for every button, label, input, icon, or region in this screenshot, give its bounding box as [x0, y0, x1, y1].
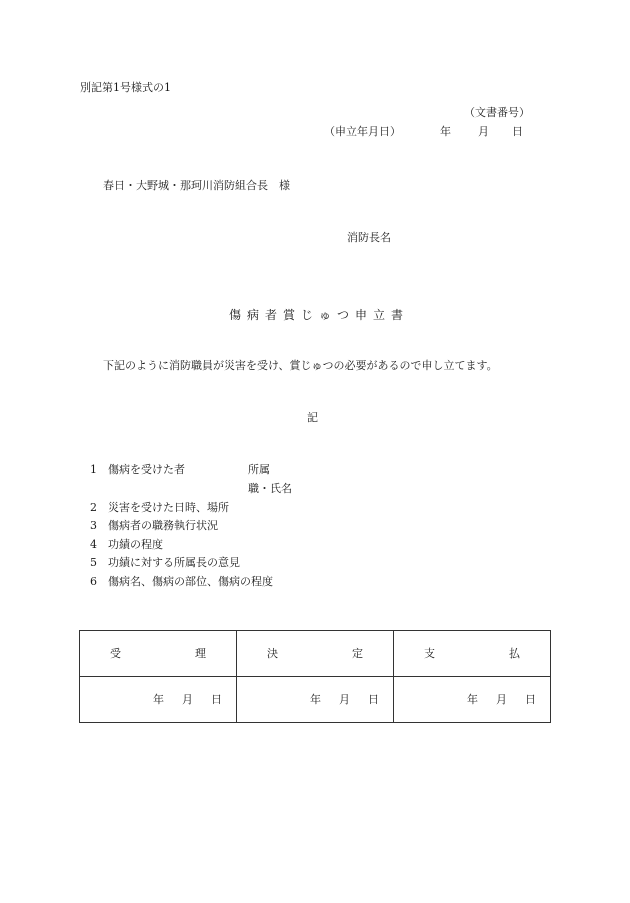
header-payment [394, 631, 551, 677]
document-number: （文書番号） [464, 106, 530, 119]
item-number: 5 [90, 556, 97, 569]
header-char: 支 [424, 647, 435, 660]
item-number: 3 [90, 519, 97, 532]
processing-table [79, 630, 551, 723]
cell-day: 日 [211, 693, 222, 706]
item-text: 災害を受けた日時、場所 [108, 501, 229, 514]
item-number: 1 [90, 463, 97, 476]
cell-day: 日 [525, 693, 536, 706]
header-decision [237, 631, 394, 677]
header-receipt [80, 631, 237, 677]
header-char: 払 [509, 647, 520, 660]
date-cell-decision [237, 677, 394, 723]
date-day: 日 [512, 125, 523, 138]
header-char: 理 [195, 647, 206, 660]
item-sub-title-name: 職・氏名 [248, 482, 292, 495]
date-month: 月 [478, 125, 489, 138]
cell-month: 月 [496, 693, 507, 706]
header-char: 定 [352, 647, 363, 660]
item-number: 4 [90, 538, 97, 551]
form-identifier: 別記第1号様式の1 [80, 81, 171, 94]
cell-day: 日 [368, 693, 379, 706]
header-char: 決 [267, 647, 278, 660]
item-text: 傷病を受けた者 [108, 463, 185, 476]
cell-month: 月 [339, 693, 350, 706]
date-cell-receipt [80, 677, 237, 723]
document-title: 傷病者賞じゅつ申立書 [229, 308, 410, 322]
item-text: 功績に対する所属長の意見 [108, 556, 240, 569]
date-cell-payment [394, 677, 551, 723]
item-text: 功績の程度 [108, 538, 163, 551]
ki-heading: 記 [307, 411, 318, 424]
body-text: 下記のように消防職員が災害を受け、賞じゅつの必要があるので申し立てます。 [103, 359, 498, 372]
date-year: 年 [440, 125, 451, 138]
cell-year: 年 [310, 693, 321, 706]
cell-year: 年 [153, 693, 164, 706]
application-date-label: （申立年月日） [324, 125, 401, 138]
header-char: 受 [110, 647, 121, 660]
item-number: 6 [90, 575, 97, 588]
addressee: 春日・大野城・那珂川消防組合長 様 [103, 179, 290, 192]
sender-name: 消防長名 [347, 231, 391, 244]
item-text: 傷病者の職務執行状況 [108, 519, 218, 532]
cell-month: 月 [182, 693, 193, 706]
item-text: 傷病名、傷病の部位、傷病の程度 [108, 575, 273, 588]
cell-year: 年 [467, 693, 478, 706]
item-sub-affiliation: 所属 [248, 463, 270, 476]
item-number: 2 [90, 501, 97, 514]
